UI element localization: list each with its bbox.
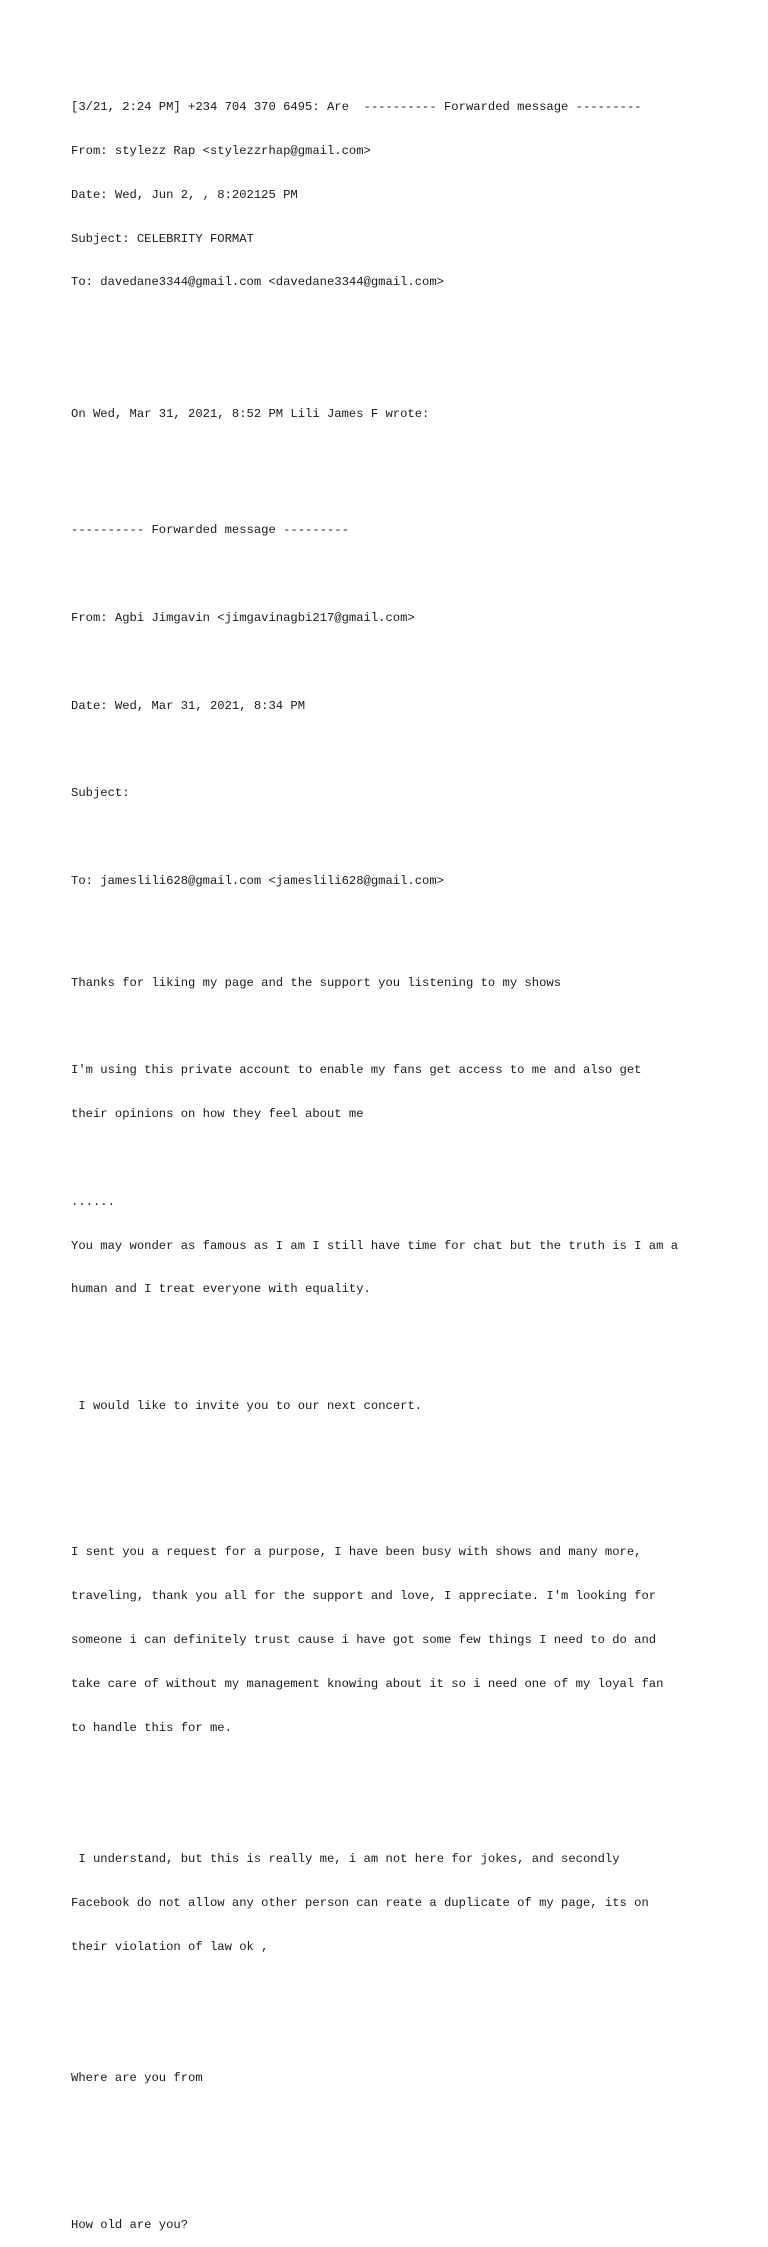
spacer [71,1020,721,1035]
body-paragraph: I would like to invite you to our next concert. [71,1398,423,1413]
header-date: Date: Wed, Jun 2, , 8:202125 PM [71,187,298,202]
forwarded-to: To: jameslili628@gmail.com <jameslili628@gmail.com> [71,873,444,888]
spacer [71,334,721,378]
body-paragraph: ...... [71,1194,115,1209]
forwarded-separator: ---------- Forwarded message --------- [71,523,349,538]
body-paragraph: their violation of law ok , [71,1939,269,1954]
body-paragraph: I sent you a request for a purpose, I have been busy with shows and many more, [71,1545,642,1560]
header-from: From: stylezz Rap <stylezzrhap@gmail.com> [71,143,371,158]
quote-intro: On Wed, Mar 31, 2021, 8:52 PM Lili James F wrote: [71,406,430,421]
body-paragraph: to handle this for me. [71,1720,232,1735]
body-question: How old are you? [71,2217,189,2232]
spacer [71,742,721,757]
body-paragraph: take care of without my management knowing about it so i need one of my loyal fan [71,1676,664,1691]
email-document [71,71,721,2247]
forwarded-from: From: Agbi Jimgavin <jimgavinagbi217@gmail.com> [71,611,415,625]
spacer [71,830,721,845]
body-paragraph: Facebook do not allow any other person can reate a duplicate of my page, its on [71,1895,649,1910]
body-paragraph: human and I treat everyone with equality. [71,1282,371,1297]
spacer [71,655,721,670]
body-paragraph: someone i can definitely trust cause i have got some few things I need to do and [71,1633,657,1647]
spacer [71,1341,721,1370]
forwarded-date: Date: Wed, Mar 31, 2021, 8:34 PM [71,698,306,713]
body-paragraph: Thanks for liking my page and the support you listening to my shows [71,975,562,990]
spacer [71,2130,721,2189]
spacer [71,1457,721,1516]
header-line: [3/21, 2:24 PM] +234 704 370 6495: Are ---------- Forwarded message --------- [71,100,642,115]
spacer [71,1151,721,1166]
body-paragraph: their opinions on how they feel about me [71,1107,364,1122]
header-to: To: davedane3344@gmail.com <davedane3344@gmail.com> [71,275,444,290]
spacer [71,465,721,494]
body-question: Where are you from [71,2071,203,2086]
forwarded-subject: Subject: [71,786,130,801]
body-paragraph: traveling, thank you all for the support and love, I appreciate. I'm looking for [71,1589,657,1604]
header-subject: Subject: CELEBRITY FORMAT [71,231,254,246]
spacer [71,932,721,947]
body-paragraph: I understand, but this is really me, i am not here for jokes, and secondly [71,1852,620,1867]
body-paragraph: You may wonder as famous as I am I still have time for chat but the truth is I am a [71,1238,679,1253]
spacer [71,1998,721,2042]
spacer [71,1779,721,1823]
spacer [71,567,721,582]
body-paragraph: I'm using this private account to enable my fans get access to me and also get [71,1063,642,1078]
